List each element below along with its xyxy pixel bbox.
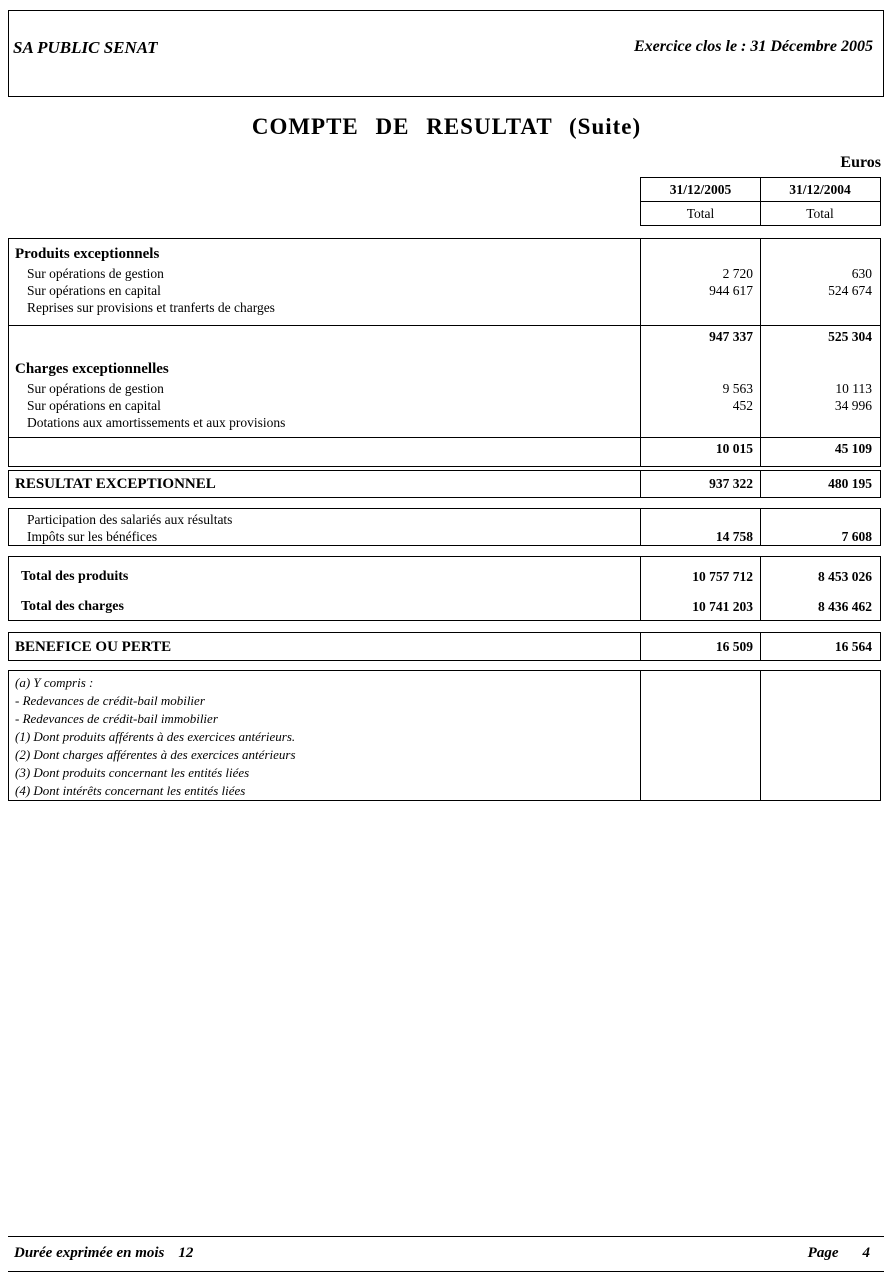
footnote-line: - Redevances de crédit-bail immobilier — [15, 711, 218, 726]
section-header: Produits exceptionnels — [15, 246, 160, 262]
footnotes-block — [8, 670, 881, 801]
spacer — [9, 316, 880, 325]
table-row — [9, 511, 880, 528]
duration-note — [14, 1245, 193, 1262]
row-label: Impôts sur les bénéfices — [27, 529, 158, 544]
currency-label: Euros — [840, 154, 881, 171]
row-label: Sur opérations de gestion — [27, 381, 164, 396]
column-subheader-total-2005: Total — [686, 206, 715, 221]
value-2005 — [641, 299, 761, 316]
value-2005: 10 015 — [715, 441, 753, 456]
value-2004 — [761, 358, 880, 380]
value-2004: 16 564 — [834, 639, 872, 654]
row-label: Sur opérations de gestion — [27, 266, 164, 281]
value-2005: 14 758 — [715, 529, 753, 544]
table-row — [9, 414, 880, 431]
value-2004: 525 304 — [828, 329, 872, 344]
value-2005: 944 617 — [709, 283, 753, 298]
profit-or-loss-block — [8, 632, 881, 661]
value-2004: 524 674 — [828, 283, 872, 298]
section-header: Charges exceptionnelles — [15, 361, 169, 377]
row-label — [9, 438, 641, 460]
footnote-line: (a) Y compris : — [15, 675, 94, 690]
row-label — [9, 326, 641, 348]
value-2004 — [761, 299, 880, 316]
value-2005: 10 741 203 — [692, 599, 753, 614]
duration-value: 12 — [178, 1245, 194, 1261]
result-row — [9, 473, 880, 495]
column-header-2005: 31/12/2005 — [641, 178, 760, 202]
value-2005: 937 322 — [709, 476, 753, 491]
exceptional-items-block — [8, 238, 881, 467]
table-row — [9, 358, 880, 380]
company-name: SA PUBLIC SENAT — [13, 38, 158, 57]
page-indicator — [808, 1245, 870, 1262]
value-2004: 10 113 — [835, 381, 872, 396]
value-2005: 452 — [732, 398, 753, 413]
row-label: Reprises sur provisions et tranferts de charges — [27, 300, 275, 315]
column-headers — [640, 177, 881, 226]
value-2004: 34 996 — [834, 398, 872, 413]
value-2004: 8 453 026 — [818, 569, 872, 584]
table-row — [9, 265, 880, 282]
duration-label: Durée exprimée en mois — [14, 1245, 165, 1261]
spacer — [9, 348, 880, 358]
value-2005: 2 720 — [722, 266, 753, 281]
page-title: COMPTE DE RESULTAT (Suite) — [251, 114, 642, 139]
column-subheader-total-2004: Total — [806, 206, 834, 221]
value-2005: 10 757 712 — [692, 569, 753, 584]
footnote-line: (3) Dont produits concernant les entités liées — [15, 765, 250, 780]
row-label: BENEFICE OU PERTE — [15, 639, 172, 655]
exceptional-result-block — [8, 470, 881, 498]
value-2004 — [761, 243, 880, 265]
value-2005: 947 337 — [709, 329, 753, 344]
row-label: Dotations aux amortissements et aux provisions — [27, 415, 286, 430]
footnote-line: (4) Dont intérêts concernant les entités liées — [15, 783, 246, 798]
page-header — [8, 10, 884, 97]
spacer — [9, 588, 880, 596]
taxes-block — [8, 508, 881, 546]
column-header-2004: 31/12/2004 — [760, 178, 880, 202]
column-headers-dates — [641, 178, 880, 225]
value-2005: 9 563 — [722, 381, 753, 396]
totals-block — [8, 556, 881, 621]
table-row — [9, 380, 880, 397]
value-2004: 480 195 — [828, 476, 872, 491]
result-row — [9, 636, 880, 658]
page-footer — [8, 1236, 884, 1272]
row-label: Sur opérations en capital — [27, 398, 161, 413]
page-number: 4 — [862, 1245, 870, 1261]
value-2005 — [641, 243, 761, 265]
page-label: Page — [807, 1245, 839, 1261]
fiscal-year-closing: Exercice clos le : 31 Décembre 2005 — [633, 38, 873, 55]
total-row — [9, 596, 880, 618]
subtotal-row — [9, 326, 880, 348]
value-2005 — [641, 414, 761, 431]
table-row — [9, 299, 880, 316]
value-2005: 16 509 — [715, 639, 753, 654]
row-label: RESULTAT EXCEPTIONNEL — [15, 476, 216, 492]
subtotal-row — [9, 438, 880, 460]
value-2004: 45 109 — [834, 441, 872, 456]
table-row — [9, 528, 880, 545]
value-2004: 630 — [851, 266, 872, 281]
value-2004: 8 436 462 — [818, 599, 872, 614]
total-row — [9, 566, 880, 588]
table-row — [9, 243, 880, 265]
footnote-line: (2) Dont charges afférentes à des exercices antérieurs — [15, 747, 296, 762]
footnote-line: - Redevances de crédit-bail mobilier — [15, 693, 205, 708]
table-row — [9, 397, 880, 414]
value-2004 — [761, 511, 880, 528]
row-label: Total des charges — [21, 599, 124, 614]
value-2005 — [641, 358, 761, 380]
row-label: Participation des salariés aux résultats — [27, 512, 233, 527]
value-2004 — [761, 414, 880, 431]
row-label: Sur opérations en capital — [27, 283, 161, 298]
row-label: Total des produits — [21, 569, 129, 584]
value-2005 — [641, 511, 761, 528]
footnote-line: (1) Dont produits afférents à des exercices antérieurs. — [15, 729, 296, 744]
table-row — [9, 282, 880, 299]
value-2004: 7 608 — [841, 529, 872, 544]
